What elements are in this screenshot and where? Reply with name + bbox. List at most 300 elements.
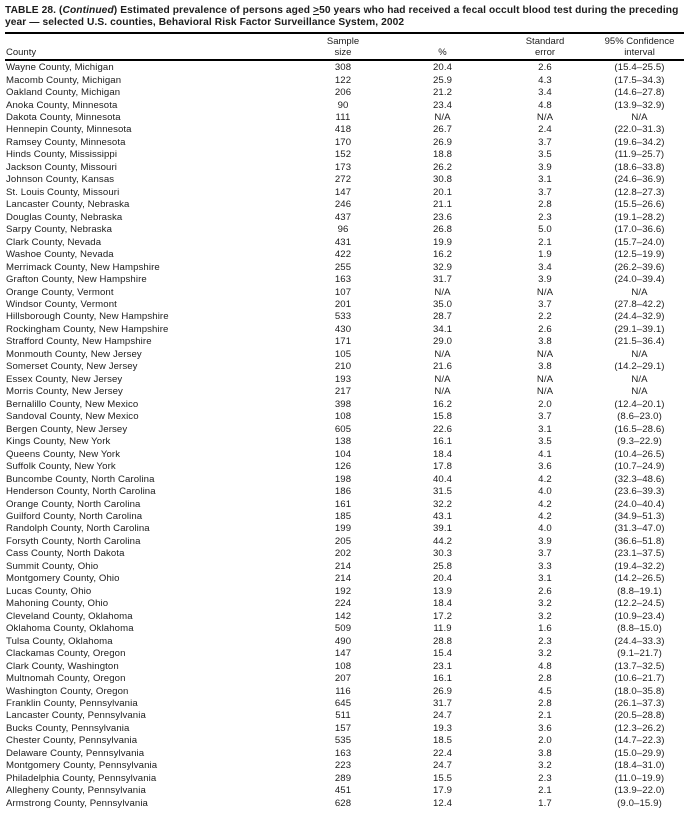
confidence-interval-cell: (10.7–24.9): [614, 461, 665, 473]
county-cell: Clackamas County, Oregon: [6, 648, 126, 660]
column-header-se-line1: Standard: [525, 35, 565, 47]
sample-size-cell: 422: [334, 249, 352, 261]
county-cell: Henderson County, North Carolina: [6, 486, 156, 498]
table-row: [5, 424, 684, 436]
standard-error-cell: 3.7: [538, 186, 552, 198]
sample-size-cell: 223: [334, 760, 352, 772]
confidence-interval-cell: (8.6–23.0): [617, 411, 662, 423]
county-cell: Sarpy County, Nebraska: [6, 224, 113, 236]
sample-size-cell: 116: [335, 685, 351, 697]
table-row: [5, 710, 684, 722]
table-row: [5, 75, 684, 87]
table-row: [5, 262, 684, 274]
sample-size-cell: 398: [334, 398, 352, 410]
county-cell: Summit County, Ohio: [6, 560, 99, 572]
county-cell: Lucas County, Ohio: [6, 585, 92, 597]
sample-size-cell: 511: [335, 710, 351, 722]
confidence-interval-cell: (14.2–26.5): [614, 573, 665, 585]
table-row: [5, 760, 684, 772]
table-row: [5, 673, 684, 685]
table-row: [5, 586, 684, 598]
standard-error-cell: 3.2: [538, 760, 552, 772]
percent-cell: 24.7: [432, 710, 453, 722]
standard-error-cell: 1.7: [538, 797, 552, 809]
confidence-interval-cell: (26.1–37.3): [614, 698, 665, 709]
county-cell: Delaware County, Pennsylvania: [6, 747, 145, 759]
confidence-interval-cell: (9.3–22.9): [617, 436, 662, 448]
confidence-interval-cell: N/A: [631, 111, 648, 123]
county-cell: Armstrong County, Pennsylvania: [6, 797, 148, 809]
confidence-interval-cell: (23.6–39.3): [614, 486, 665, 498]
percent-cell: N/A: [434, 286, 451, 298]
confidence-interval-cell: (31.3–47.0): [614, 523, 665, 535]
percent-cell: 32.9: [432, 261, 453, 273]
confidence-interval-cell: (12.4–20.1): [614, 398, 665, 410]
table-row: [5, 773, 684, 785]
confidence-interval-cell: (14.7–22.3): [614, 735, 665, 747]
table-row: [5, 199, 684, 211]
county-cell: Grafton County, New Hampshire: [6, 274, 147, 286]
table-row: [5, 124, 684, 136]
standard-error-cell: 2.8: [538, 199, 552, 211]
confidence-interval-cell: (10.6–21.7): [614, 673, 665, 685]
table-title-prefix: TABLE 28. (: [5, 5, 63, 16]
sample-size-cell: 157: [334, 722, 352, 734]
sample-size-cell: 161: [334, 498, 352, 510]
standard-error-cell: 4.2: [538, 473, 552, 485]
standard-error-cell: 3.5: [538, 149, 552, 161]
table-row: [5, 287, 684, 299]
percent-cell: 32.2: [432, 498, 453, 510]
confidence-interval-cell: (15.7–24.0): [614, 236, 665, 248]
percent-cell: 17.9: [432, 785, 453, 797]
county-cell: Bucks County, Pennsylvania: [6, 722, 130, 734]
confidence-interval-cell: (11.9–25.7): [614, 149, 665, 161]
table-row: [5, 149, 684, 161]
standard-error-cell: 1.9: [538, 249, 552, 261]
percent-cell: 22.4: [432, 747, 453, 759]
column-header-percent: [390, 47, 495, 58]
confidence-interval-cell: N/A: [631, 348, 648, 360]
confidence-interval-cell: (13.7–32.5): [614, 660, 665, 672]
percent-cell: 30.8: [432, 174, 453, 186]
county-cell: Wayne County, Michigan: [6, 62, 114, 74]
confidence-interval-cell: (19.1–28.2): [614, 211, 665, 223]
county-cell: Bernalillo County, New Mexico: [6, 398, 139, 410]
county-cell: Strafford County, New Hampshire: [6, 336, 152, 348]
confidence-interval-cell: (18.6–33.8): [614, 161, 665, 173]
standard-error-cell: N/A: [536, 348, 554, 360]
confidence-interval-cell: (9.0–15.9): [617, 797, 662, 809]
table-row: [5, 636, 684, 648]
confidence-interval-cell: (12.8–27.3): [614, 186, 665, 198]
county-cell: Hinds County, Mississippi: [6, 149, 118, 161]
table-row: [5, 62, 684, 74]
sample-size-cell: 431: [334, 236, 352, 248]
county-cell: Washoe County, Nevada: [6, 249, 114, 261]
sample-size-cell: 122: [334, 74, 352, 86]
table-row: [5, 499, 684, 511]
standard-error-cell: 3.7: [538, 136, 552, 148]
confidence-interval-cell: N/A: [631, 386, 648, 398]
standard-error-cell: 3.3: [538, 560, 552, 572]
county-cell: Buncombe County, North Carolina: [6, 473, 155, 485]
sample-size-cell: 163: [334, 274, 352, 286]
column-header-sample-line1: Sample: [326, 35, 360, 47]
county-cell: Oakland County, Michigan: [6, 87, 121, 99]
county-cell: Suffolk County, New York: [6, 461, 116, 473]
percent-cell: 23.4: [432, 99, 453, 111]
county-cell: Windsor County, Vermont: [6, 299, 117, 310]
table-row: [5, 274, 684, 286]
confidence-interval-cell: (26.2–39.6): [614, 261, 665, 273]
table-title-mid: ) Estimated prevalence of persons aged: [113, 5, 314, 16]
sample-size-cell: 199: [334, 523, 352, 535]
standard-error-cell: 4.8: [538, 99, 552, 111]
confidence-interval-cell: (12.2–24.5): [614, 598, 665, 610]
standard-error-cell: 2.3: [538, 635, 552, 647]
sample-size-cell: 192: [334, 585, 352, 597]
sample-size-cell: 605: [334, 423, 352, 435]
standard-error-cell: 3.7: [538, 411, 552, 423]
confidence-interval-cell: (13.9–32.9): [614, 99, 665, 111]
percent-cell: 25.9: [432, 74, 453, 86]
table-row: [5, 174, 684, 186]
table-row: [5, 623, 684, 635]
confidence-interval-cell: (18.4–31.0): [614, 760, 665, 772]
county-cell: Clark County, Nevada: [6, 236, 102, 248]
percent-cell: 16.2: [432, 249, 453, 261]
percent-cell: 20.4: [432, 573, 453, 585]
standard-error-cell: 3.2: [538, 648, 552, 660]
standard-error-cell: 2.3: [538, 772, 552, 784]
table-row: [5, 449, 684, 461]
county-cell: Lancaster County, Nebraska: [6, 199, 130, 211]
confidence-interval-cell: (13.9–22.0): [614, 785, 665, 797]
percent-cell: 15.5: [432, 772, 453, 784]
sample-size-cell: 214: [334, 560, 352, 572]
percent-cell: 31.7: [432, 274, 453, 286]
county-cell: Sandoval County, New Mexico: [6, 411, 139, 423]
standard-error-cell: 4.0: [538, 523, 552, 535]
sample-size-cell: 170: [334, 136, 352, 148]
county-cell: Tulsa County, Oklahoma: [6, 635, 113, 647]
column-header-percent-label: %: [438, 46, 447, 58]
confidence-interval-cell: (32.3–48.6): [614, 473, 665, 485]
table-row: [5, 686, 684, 698]
header-rule: [5, 59, 684, 61]
table-body: [5, 62, 684, 810]
percent-cell: 19.9: [432, 236, 453, 248]
percent-cell: 23.6: [432, 211, 453, 223]
county-cell: Franklin County, Pennsylvania: [6, 698, 138, 709]
sample-size-cell: 509: [334, 623, 352, 635]
confidence-interval-cell: (23.1–37.5): [614, 548, 665, 560]
standard-error-cell: 2.1: [538, 785, 552, 797]
percent-cell: N/A: [434, 386, 451, 398]
column-header-county-label: County: [6, 46, 37, 58]
standard-error-cell: 3.8: [538, 361, 552, 373]
table-header: [5, 34, 684, 58]
sample-size-cell: 138: [334, 436, 352, 448]
standard-error-cell: 2.1: [538, 710, 552, 722]
column-header-ci-line1: 95% Confidence: [604, 35, 675, 47]
table-row: [5, 511, 684, 523]
table-row: [5, 474, 684, 486]
county-cell: St. Louis County, Missouri: [6, 186, 120, 198]
standard-error-cell: 3.8: [538, 747, 552, 759]
sample-size-cell: 186: [334, 486, 352, 498]
confidence-interval-cell: (8.8–19.1): [617, 585, 662, 597]
percent-cell: 19.3: [432, 722, 453, 734]
confidence-interval-cell: (24.0–40.4): [614, 498, 665, 510]
standard-error-cell: 3.1: [538, 423, 552, 435]
standard-error-cell: 2.1: [538, 236, 552, 248]
sample-size-cell: 105: [334, 348, 352, 360]
confidence-interval-cell: (21.5–36.4): [614, 336, 665, 348]
confidence-interval-cell: (17.0–36.6): [614, 224, 665, 236]
standard-error-cell: 3.9: [538, 535, 552, 547]
percent-cell: N/A: [434, 373, 451, 385]
confidence-interval-cell: N/A: [631, 373, 648, 385]
table-row: [5, 436, 684, 448]
sample-size-cell: 126: [334, 461, 352, 473]
confidence-interval-cell: (15.5–26.6): [614, 199, 665, 211]
percent-cell: 20.1: [432, 186, 453, 198]
percent-cell: 17.2: [432, 610, 453, 622]
percent-cell: 28.7: [432, 311, 453, 323]
percent-cell: N/A: [434, 348, 451, 360]
table-row: [5, 187, 684, 199]
sample-size-cell: 430: [334, 323, 352, 335]
standard-error-cell: 2.0: [538, 735, 552, 747]
county-cell: Guilford County, North Carolina: [6, 510, 143, 522]
county-cell: Rockingham County, New Hampshire: [6, 323, 169, 335]
confidence-interval-cell: (27.8–42.2): [614, 299, 665, 310]
table-row: [5, 573, 684, 585]
standard-error-cell: 3.4: [538, 261, 552, 273]
table-row: [5, 561, 684, 573]
standard-error-cell: 2.6: [538, 323, 552, 335]
sample-size-cell: 96: [337, 224, 349, 236]
percent-cell: 34.1: [432, 323, 453, 335]
confidence-interval-cell: (11.0–19.9): [614, 772, 665, 784]
sample-size-cell: 255: [334, 261, 352, 273]
standard-error-cell: 2.8: [538, 698, 552, 709]
column-header-ci-line2: interval: [624, 46, 655, 58]
percent-cell: 26.9: [432, 685, 453, 697]
standard-error-cell: 2.2: [538, 311, 552, 323]
percent-cell: 29.0: [432, 336, 453, 348]
table-row: [5, 536, 684, 548]
standard-error-cell: 2.8: [538, 673, 552, 685]
table-title-rest: 50 years who had received a fecal occult blood test during the preceding year — selected U.S. counties, Behavioral Risk Factor Surveillance System, 2002: [5, 5, 679, 29]
confidence-interval-cell: (36.6–51.8): [614, 535, 665, 547]
confidence-interval-cell: (10.9–23.4): [614, 610, 665, 622]
percent-cell: 28.8: [432, 635, 453, 647]
percent-cell: 44.2: [432, 535, 453, 547]
table-row: [5, 661, 684, 673]
percent-cell: 18.8: [432, 149, 453, 161]
sample-size-cell: 217: [334, 386, 352, 398]
percent-cell: 18.5: [432, 735, 453, 747]
percent-cell: 11.9: [433, 623, 452, 635]
county-cell: Clark County, Washington: [6, 660, 119, 672]
confidence-interval-cell: (22.0–31.3): [614, 124, 665, 136]
confidence-interval-cell: (8.8–15.0): [617, 623, 662, 635]
sample-size-cell: 645: [334, 698, 352, 709]
table-row: [5, 299, 684, 311]
standard-error-cell: 4.3: [538, 74, 552, 86]
sample-size-cell: 205: [334, 535, 352, 547]
standard-error-cell: 3.8: [538, 336, 552, 348]
confidence-interval-cell: (24.0–39.4): [614, 274, 665, 286]
percent-cell: 43.1: [432, 510, 453, 522]
sample-size-cell: 163: [334, 747, 352, 759]
percent-cell: 21.2: [432, 87, 453, 99]
percent-cell: 16.2: [432, 398, 453, 410]
sample-size-cell: 111: [335, 111, 351, 123]
sample-size-cell: 207: [334, 673, 352, 685]
standard-error-cell: 4.0: [538, 486, 552, 498]
table-row: [5, 611, 684, 623]
percent-cell: 39.1: [432, 523, 453, 535]
confidence-interval-cell: (19.6–34.2): [614, 136, 665, 148]
sample-size-cell: 185: [334, 510, 352, 522]
county-cell: Dakota County, Minnesota: [6, 111, 121, 123]
standard-error-cell: 4.1: [538, 448, 552, 460]
standard-error-cell: 3.4: [538, 87, 552, 99]
sample-size-cell: 418: [334, 124, 352, 136]
percent-cell: 17.8: [432, 461, 453, 473]
county-cell: Bergen County, New Jersey: [6, 423, 128, 435]
county-cell: Randolph County, North Carolina: [6, 523, 150, 535]
percent-cell: 12.4: [432, 797, 453, 809]
county-cell: Hillsborough County, New Hampshire: [6, 311, 169, 323]
county-cell: Jackson County, Missouri: [6, 161, 117, 173]
county-cell: Oklahoma County, Oklahoma: [6, 623, 134, 635]
standard-error-cell: 3.7: [538, 299, 552, 310]
table-row: [5, 461, 684, 473]
percent-cell: 35.0: [432, 299, 453, 310]
county-cell: Allegheny County, Pennsylvania: [6, 785, 146, 797]
county-cell: Morris County, New Jersey: [6, 386, 123, 398]
standard-error-cell: 3.9: [538, 274, 552, 286]
sample-size-cell: 152: [334, 149, 352, 161]
table-row: [5, 399, 684, 411]
table-row: [5, 311, 684, 323]
sample-size-cell: 451: [334, 785, 352, 797]
sample-size-cell: 224: [334, 598, 352, 610]
table-row: [5, 723, 684, 735]
table-row: [5, 224, 684, 236]
confidence-interval-cell: (17.5–34.3): [614, 74, 665, 86]
table-row: [5, 249, 684, 261]
column-header-sample-size: [296, 36, 390, 58]
percent-cell: N/A: [434, 111, 451, 123]
percent-cell: 40.4: [432, 473, 453, 485]
sample-size-cell: 147: [334, 186, 352, 198]
standard-error-cell: 3.1: [538, 573, 552, 585]
standard-error-cell: 4.2: [538, 510, 552, 522]
percent-cell: 30.3: [432, 548, 453, 560]
sample-size-cell: 90: [337, 99, 349, 111]
table-row: [5, 748, 684, 760]
county-cell: Chester County, Pennsylvania: [6, 735, 138, 747]
standard-error-cell: 4.5: [538, 685, 552, 697]
sample-size-cell: 246: [334, 199, 352, 211]
sample-size-cell: 214: [334, 573, 352, 585]
county-cell: Forsyth County, North Carolina: [6, 535, 141, 547]
standard-error-cell: 3.7: [538, 548, 552, 560]
sample-size-cell: 142: [334, 610, 352, 622]
standard-error-cell: 3.2: [538, 610, 552, 622]
standard-error-cell: N/A: [536, 111, 554, 123]
county-cell: Queens County, New York: [6, 448, 121, 460]
county-cell: Philadelphia County, Pennsylvania: [6, 772, 157, 784]
table-row: [5, 361, 684, 373]
percent-cell: 21.6: [432, 361, 453, 373]
confidence-interval-cell: (20.5–28.8): [614, 710, 665, 722]
county-cell: Essex County, New Jersey: [6, 373, 123, 385]
county-cell: Merrimack County, New Hampshire: [6, 261, 160, 273]
percent-cell: 26.7: [432, 124, 453, 136]
column-header-sample-line2: size: [334, 46, 352, 58]
sample-size-cell: 193: [334, 373, 352, 385]
county-cell: Ramsey County, Minnesota: [6, 136, 126, 148]
standard-error-cell: 2.6: [538, 585, 552, 597]
table-row: [5, 598, 684, 610]
confidence-interval-cell: (10.4–26.5): [614, 448, 665, 460]
sample-size-cell: 272: [334, 174, 352, 186]
table-row: [5, 336, 684, 348]
standard-error-cell: 1.6: [538, 623, 552, 635]
column-header-standard-error: [495, 36, 595, 58]
table-row: [5, 411, 684, 423]
standard-error-cell: 3.6: [538, 461, 552, 473]
greater-equal-symbol: >: [313, 5, 320, 16]
percent-cell: 31.5: [432, 486, 453, 498]
standard-error-cell: 2.4: [538, 124, 552, 136]
confidence-interval-cell: (16.5–28.6): [614, 423, 665, 435]
percent-cell: 31.7: [432, 698, 453, 709]
confidence-interval-cell: (24.6–36.9): [614, 174, 665, 186]
table-row: [5, 237, 684, 249]
table-row: [5, 386, 684, 398]
confidence-interval-cell: N/A: [631, 286, 648, 298]
table-title-continued: Continued: [62, 5, 114, 16]
standard-error-cell: 3.1: [538, 174, 552, 186]
table-row: [5, 349, 684, 361]
county-cell: Orange County, North Carolina: [6, 498, 141, 510]
county-cell: Montgomery County, Ohio: [6, 573, 120, 585]
county-cell: Monmouth County, New Jersey: [6, 348, 142, 360]
sample-size-cell: 202: [334, 548, 352, 560]
county-cell: Kings County, New York: [6, 436, 111, 448]
county-cell: Hennepin County, Minnesota: [6, 124, 132, 136]
sample-size-cell: 308: [334, 62, 352, 74]
percent-cell: 16.1: [432, 436, 453, 448]
sample-size-cell: 210: [334, 361, 352, 373]
confidence-interval-cell: (18.0–35.8): [614, 685, 665, 697]
confidence-interval-cell: (9.1–21.7): [617, 648, 662, 660]
table-row: [5, 212, 684, 224]
percent-cell: 18.4: [432, 448, 453, 460]
standard-error-cell: 2.0: [538, 398, 552, 410]
table-row: [5, 137, 684, 149]
county-cell: Multnomah County, Oregon: [6, 673, 126, 685]
county-cell: Macomb County, Michigan: [6, 74, 122, 86]
